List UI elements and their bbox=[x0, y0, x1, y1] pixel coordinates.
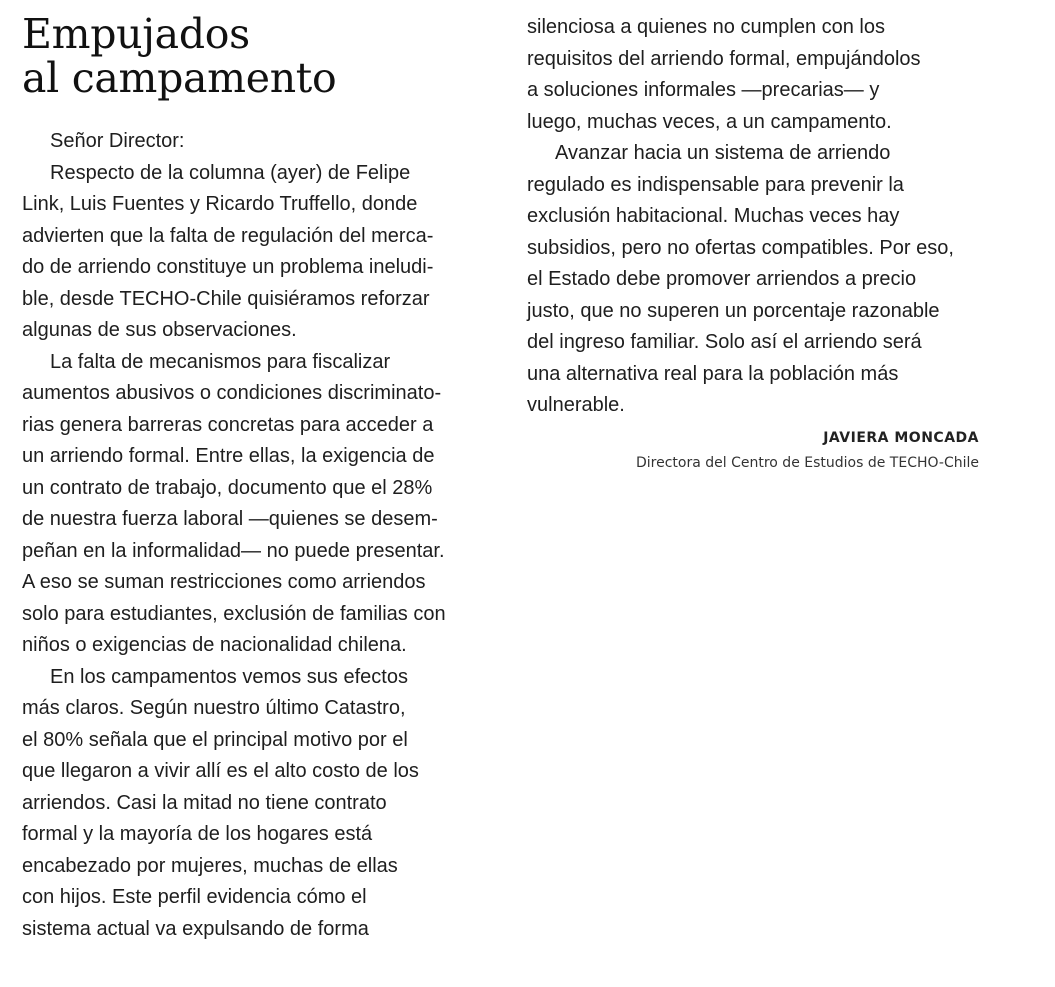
body-text-line: algunas de sus observaciones. bbox=[22, 319, 297, 341]
body-text-line: un contrato de trabajo, documento que el 28% bbox=[22, 476, 433, 499]
body-text-line: arriendos. Casi la mitad no tiene contrato bbox=[22, 791, 387, 814]
body-text-line: subsidios, pero no ofertas compatibles. Por eso, bbox=[527, 236, 954, 259]
signature-name: JAVIERA MONCADA bbox=[823, 429, 979, 446]
body-text-line: que llegaron a vivir allí es el alto costo de los bbox=[22, 760, 419, 782]
body-text-line: encabezado por mujeres, muchas de ellas bbox=[22, 854, 398, 877]
body-text-line: exclusión habitacional. Muchas veces hay bbox=[527, 205, 900, 227]
body-text-line: niños o exigencias de nacionalidad chilena. bbox=[22, 634, 407, 656]
body-text-line: vulnerable. bbox=[527, 394, 625, 416]
left-column bbox=[22, 12, 492, 945]
body-text-line: silenciosa a quienes no cumplen con los bbox=[527, 16, 885, 38]
body-text-line: justo, que no superen un porcentaje razonable bbox=[527, 299, 940, 322]
body-text-line: Link, Luis Fuentes y Ricardo Truffello, donde bbox=[22, 193, 418, 215]
body-text-line: solo para estudiantes, exclusión de familias con bbox=[22, 602, 446, 625]
body-text-line: regulado es indispensable para prevenir la bbox=[527, 173, 904, 196]
body-text-line: ble, desde TECHO-Chile quisiéramos reforzar bbox=[22, 287, 430, 310]
body-text-line: Respecto de la columna (ayer) de Felipe bbox=[50, 161, 411, 184]
body-text-line: con hijos. Este perfil evidencia cómo el bbox=[22, 886, 367, 908]
body-text-line: más claros. Según nuestro último Catastro, bbox=[22, 697, 406, 719]
signature-role: Directora del Centro de Estudios de TECHO-Chile bbox=[635, 454, 979, 471]
right-column bbox=[527, 12, 987, 474]
right-column-body bbox=[527, 12, 987, 422]
body-text-line: do de arriendo constituye un problema ineludi- bbox=[22, 256, 434, 278]
body-text-line: una alternativa real para la población más bbox=[527, 362, 899, 385]
body-text-line: formal y la mayoría de los hogares está bbox=[22, 823, 373, 845]
body-text-line: En los campamentos vemos sus efectos bbox=[50, 665, 408, 688]
body-text-line: advierten que la falta de regulación del merca- bbox=[22, 224, 434, 247]
body-text-line: rias genera barreras concretas para acceder a bbox=[22, 413, 434, 436]
body-text-line: peñan en la informalidad— no puede presentar. bbox=[22, 539, 445, 562]
body-text-line: un arriendo formal. Entre ellas, la exigencia de bbox=[22, 445, 435, 467]
body-text-line: el 80% señala que el principal motivo por el bbox=[22, 728, 408, 751]
body-text-line: del ingreso familiar. Solo así el arriendo será bbox=[527, 331, 922, 353]
body-text-line: a soluciones informales —precarias— y bbox=[527, 79, 880, 101]
headline-line: Empujados bbox=[22, 10, 250, 58]
body-text-line: aumentos abusivos o condiciones discriminato- bbox=[22, 382, 442, 404]
body-text-line: el Estado debe promover arriendos a precio bbox=[527, 268, 917, 290]
body-text-line: sistema actual va expulsando de forma bbox=[22, 917, 369, 940]
body-text-line: requisitos del arriendo formal, empujándolos bbox=[527, 47, 921, 70]
body-text-line: A eso se suman restricciones como arriendos bbox=[22, 571, 426, 593]
body-text-line: luego, muchas veces, a un campamento. bbox=[527, 110, 892, 133]
article-headline bbox=[22, 12, 492, 100]
body-text-line: de nuestra fuerza laboral —quienes se desem- bbox=[22, 508, 438, 530]
signature-block bbox=[527, 424, 979, 474]
headline-line: al campamento bbox=[22, 54, 337, 102]
body-text-line: Avanzar hacia un sistema de arriendo bbox=[555, 142, 891, 164]
body-text-line: La falta de mecanismos para fiscalizar bbox=[50, 350, 391, 373]
body-text-line: Señor Director: bbox=[50, 130, 185, 152]
left-column-body bbox=[22, 126, 492, 945]
